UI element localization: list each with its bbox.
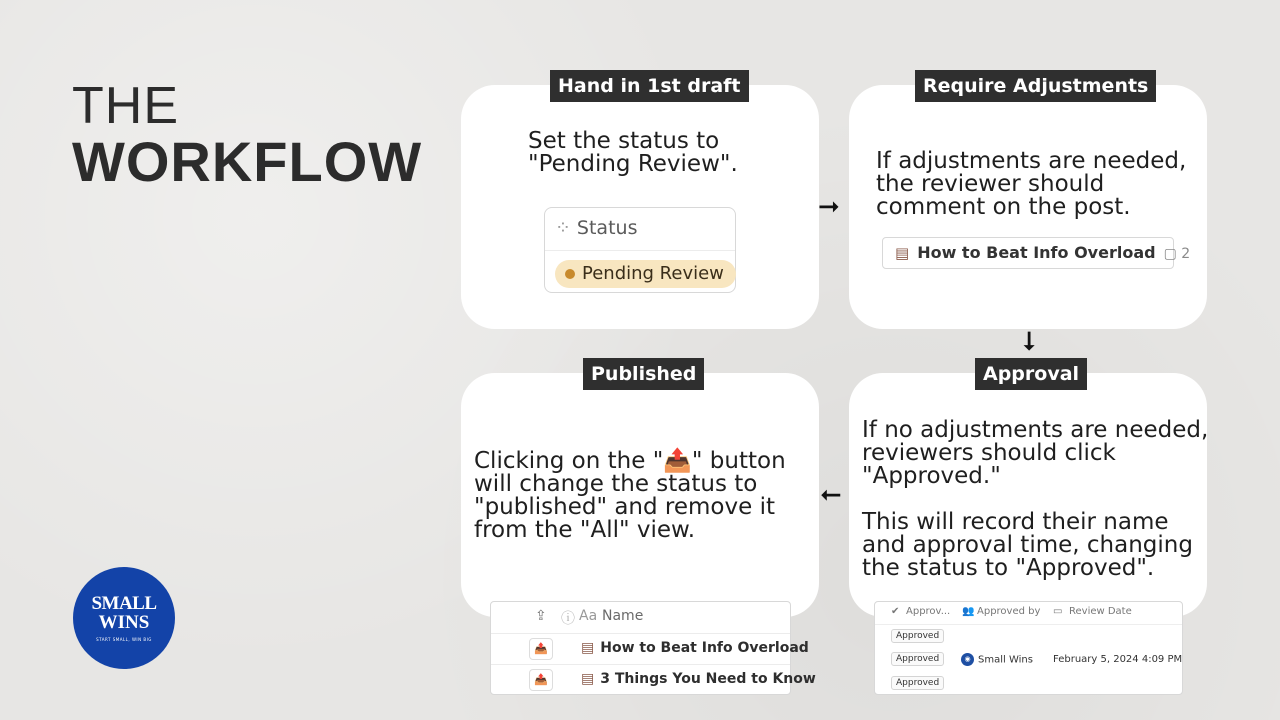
- arrow-right-icon: ➞: [818, 192, 840, 222]
- published-text-3: "published" and remove it: [474, 494, 775, 520]
- col-review-date: Review Date: [1069, 606, 1132, 617]
- logo-tagline: START SMALL, WIN BIG: [96, 637, 152, 642]
- draft-text-2: "Pending Review".: [528, 151, 738, 177]
- approval-text-6: the status to "Approved".: [862, 555, 1155, 581]
- draft-text-1: Set the status to: [528, 128, 720, 154]
- title-line-2: WORKFLOW: [72, 130, 423, 193]
- page-icon: ▤: [581, 671, 595, 687]
- approved-button[interactable]: Approved: [891, 652, 944, 666]
- published-table: [490, 601, 816, 695]
- status-property[interactable]: [544, 207, 736, 293]
- approval-text-3: "Approved.": [862, 463, 1001, 489]
- adjust-text-1: If adjustments are needed,: [876, 148, 1187, 174]
- publish-tray-icon: 📤: [663, 448, 692, 474]
- published-tag: Published: [583, 358, 704, 390]
- check-icon: ✔: [891, 606, 900, 617]
- approval-text-5: and approval time, changing: [862, 532, 1193, 558]
- published-text-4: from the "All" view.: [474, 517, 696, 543]
- people-icon: 👥: [962, 606, 975, 617]
- approval-text-1: If no adjustments are needed,: [862, 417, 1209, 443]
- col-approval: Approv...: [906, 606, 951, 617]
- col-approved-by: Approved by: [977, 606, 1041, 617]
- adjust-text-3: comment on the post.: [876, 194, 1131, 220]
- adjust-tag: Require Adjustments: [915, 70, 1156, 102]
- share-icon[interactable]: ⇪: [535, 608, 547, 624]
- table-row[interactable]: [875, 624, 1182, 649]
- divider: [545, 250, 735, 251]
- table-row[interactable]: [491, 664, 816, 695]
- logo-line-2: WINS: [98, 612, 150, 633]
- draft-tag: Hand in 1st draft: [550, 70, 749, 102]
- status-pill[interactable]: [555, 260, 736, 288]
- page-title: [72, 77, 423, 193]
- adjust-text-2: the reviewer should: [876, 171, 1105, 197]
- arrow-down-icon: ➞: [1013, 330, 1044, 352]
- formula-icon: ⓘ: [561, 611, 575, 627]
- comment-count: 2: [1181, 246, 1191, 262]
- approval-text-2: reviewers should click: [862, 440, 1116, 466]
- published-text-2: will change the status to: [474, 471, 758, 497]
- arrow-left-icon: ➞: [820, 480, 842, 510]
- approved-button[interactable]: Approved: [891, 676, 944, 690]
- table-row[interactable]: [875, 648, 1182, 672]
- approved-button[interactable]: Approved: [891, 629, 944, 643]
- approval-text-4: This will record their name: [862, 509, 1169, 535]
- publish-button[interactable]: 📤: [529, 669, 553, 691]
- row-name: How to Beat Info Overload: [600, 640, 809, 656]
- logo-line-1: SMALL: [91, 593, 157, 614]
- calendar-icon: ▭: [1053, 606, 1063, 617]
- post-title: How to Beat Info Overload: [917, 243, 1156, 262]
- col-aa: Aa: [579, 608, 598, 624]
- small-wins-logo: [73, 567, 175, 669]
- page-icon: ▤: [895, 244, 910, 262]
- post-chip[interactable]: [882, 237, 1191, 269]
- review-date: February 5, 2024 4:09 PM: [1053, 654, 1183, 665]
- table-row[interactable]: [491, 633, 809, 664]
- table-row[interactable]: [875, 672, 1182, 696]
- avatar: ◉: [961, 653, 974, 666]
- publish-button[interactable]: 📤: [529, 638, 553, 660]
- approval-table: [874, 601, 1183, 695]
- row-name: 3 Things You Need to Know: [600, 671, 816, 687]
- table-header: [491, 602, 790, 632]
- col-name: Name: [602, 608, 644, 624]
- approval-tag: Approval: [975, 358, 1087, 390]
- page-icon: ▤: [581, 640, 595, 656]
- status-value: Pending Review: [582, 263, 724, 284]
- title-line-1: THE: [72, 77, 179, 135]
- comment-icon: ▢: [1163, 246, 1182, 262]
- approver-name: Small Wins: [978, 654, 1033, 666]
- status-dot-icon: [565, 269, 575, 279]
- status-label: Status: [576, 217, 638, 239]
- published-text-1: Clicking on the "📤" button: [474, 448, 786, 474]
- loader-icon: ⁘: [555, 217, 571, 239]
